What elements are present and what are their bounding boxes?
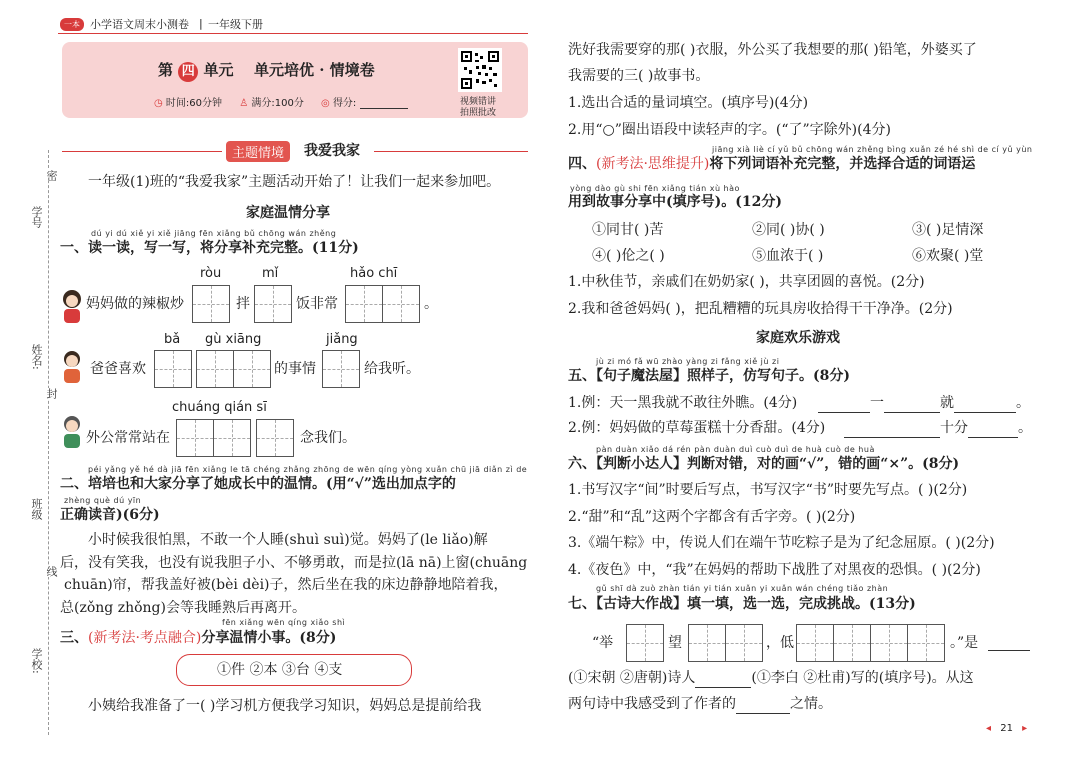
section-games-title: 家庭欢乐游戏	[756, 330, 840, 346]
q7-line-3	[568, 694, 832, 714]
q5-blank-1a[interactable]	[818, 399, 870, 413]
score-blank	[360, 99, 408, 109]
q1-line2-mid: 的事情	[274, 361, 316, 377]
q1-pinyin-chuangqiansi: chuáng qián sī	[172, 400, 267, 415]
unit-banner	[62, 42, 528, 118]
clock-icon: ◷	[154, 98, 163, 109]
q7-box-3[interactable]	[725, 624, 763, 662]
q5-example-2: 2.例：妈妈做的草莓蛋糕十分香甜。(4分)	[568, 420, 826, 436]
q4-pinyin: jiāng xià liè cí yǔ bǔ chōng wán zhěng bìng xuǎn zé hé shì de cí yǔ yùn	[712, 145, 1033, 154]
grade-label: 一年级下册	[208, 18, 263, 31]
q6-item-1: 1.书写汉字“间”时要后写点，书写汉字“书”时要先写点。( )(2分)	[568, 482, 968, 498]
qr-caption-2: 拍照批改	[460, 108, 497, 118]
q6-item-3: 3.《端午粽》中，传说人们在端午节吃粽子是为了纪念屈原。( )(2分)	[568, 535, 995, 551]
q1-box-mi[interactable]	[254, 285, 292, 323]
q1-box-hao[interactable]	[345, 285, 383, 323]
grandpa-avatar	[60, 414, 84, 450]
score-label: 得分:	[332, 98, 357, 109]
unit-heading	[158, 60, 234, 82]
q7-poet: (①李白 ②杜甫)写的(填序号)。从这	[751, 670, 974, 686]
section-share-title: 家庭温情分享	[246, 205, 330, 221]
unit-suffix: 单元	[203, 61, 234, 79]
q5-blank-1b[interactable]	[884, 399, 940, 413]
q3-heading	[60, 628, 336, 648]
q1-box-si[interactable]	[256, 419, 294, 457]
q1-box-chi[interactable]	[382, 285, 420, 323]
q7-line-2	[568, 668, 974, 688]
q2-title-2: 正确读音)(6分)	[60, 507, 160, 523]
q5-blank-2b[interactable]	[968, 424, 1018, 438]
q5-fill-1b: 就	[940, 395, 954, 411]
q7-blank-poem[interactable]	[988, 637, 1030, 651]
q4-sub-2: 2.我和爸爸妈妈( )，把乱糟糟的玩具房收拾得干干净净。(2分)	[568, 301, 953, 317]
sidebar-label-school: 学校:	[30, 648, 43, 674]
q7-quote-close: 。”是	[950, 635, 979, 651]
q1-pinyin-jiang: jiǎng	[326, 332, 358, 347]
q5-title: 五、【句子魔法屋】照样子，仿写句子。(8分)	[568, 368, 850, 384]
sidebar-label-class: 班级	[30, 498, 43, 520]
q4-word-2: ②同( )协( )	[752, 222, 825, 238]
q5-end-1: 。	[1016, 395, 1030, 411]
q6-title: 六、【判断小达人】判断对错，对的画“√”，错的画“×”。(8分)	[568, 456, 960, 472]
q5-fill-1a: 一	[870, 395, 884, 411]
q5-answer-2	[844, 418, 1032, 438]
unit-number: 四	[178, 62, 198, 82]
sidebar-label-seal: 封	[45, 388, 58, 399]
q1-pinyin-guxiang: gù xiāng	[205, 332, 262, 347]
prev-arrow-icon: ◂	[986, 723, 992, 734]
unit-title: 单元培优 · 情境卷	[254, 61, 375, 79]
q3-tag: (新考法·考点融合)	[88, 630, 202, 646]
page-number: 21	[1000, 723, 1013, 734]
q7-comma-di: ，低	[766, 635, 794, 651]
time-label: 时间:60分钟	[165, 98, 223, 109]
father-avatar	[60, 349, 84, 385]
q7-quote-open: “举	[592, 635, 614, 651]
qr-code[interactable]	[458, 48, 502, 92]
person-icon: ♙	[239, 98, 249, 109]
q1-pinyin: dú yi dú xiě yi xiě jiāng fēn xiǎng bǔ chōng wán zhěng	[91, 229, 337, 238]
q4-heading	[568, 154, 975, 174]
q7-box-1[interactable]	[626, 624, 664, 662]
q6-item-2: 2.“甜”和“乱”这两个字都含有舌字旁。( )(2分)	[568, 509, 856, 525]
girl-avatar	[60, 289, 84, 325]
q1-box-rou[interactable]	[192, 285, 230, 323]
q1-line1-post: 饭非常	[296, 296, 338, 312]
q7-blank-dynasty[interactable]	[695, 674, 751, 688]
q5-example-1: 1.例：天一黑我就不敢往外瞧。(4分)	[568, 395, 798, 411]
theme-rule-left	[62, 151, 222, 152]
sidebar-label-secret: 密	[45, 170, 58, 181]
q2-title: 二、培培也和大家分享了她成长中的温情。(用“√”选出加点字的	[60, 476, 456, 492]
q1-pinyin-rou: ròu	[200, 266, 222, 281]
q1-box-xiang[interactable]	[233, 350, 271, 388]
q6-pinyin: pàn duàn xiǎo dá rén pàn duàn duì cuò duì de huà cuò de huà	[596, 445, 875, 454]
q1-line2-post: 给我听。	[364, 361, 420, 377]
header-rule	[58, 33, 528, 34]
q2-passage-line-2: 后，没有笑我，也没有说我胆子小、不够勇敢，而是拉(lā nā)上窗(chuāng	[60, 555, 528, 571]
sidebar-label-id: 学号	[30, 206, 43, 228]
banner-meta	[154, 94, 408, 109]
q4-word-3: ③( )足情深	[912, 222, 984, 238]
page-number-area	[986, 723, 1027, 734]
theme-rule-right	[374, 151, 528, 152]
q3-passage-line-2: 洗好我需要穿的那( )衣服，外公买了我想要的那( )铅笔，外婆买了	[568, 42, 977, 58]
q5-pinyin: jù zi mó fǎ wū zhào yàng zi fǎng xiě jù zi	[596, 357, 780, 366]
score-icon: ◎	[321, 98, 330, 109]
q4-pinyin-2: yòng dào gù shi fēn xiǎng tián xù hào	[570, 184, 740, 193]
q2-pinyin-2: zhèng què dú yīn	[64, 496, 142, 505]
q3-passage-line-1: 小姨给我准备了一( )学习机方便我学习知识，妈妈总是提前给我	[88, 698, 482, 714]
q4-word-6: ⑥欢聚( )堂	[912, 248, 984, 264]
series-title: 小学语文周末小测卷	[90, 18, 189, 31]
sidebar-label-line: 线	[45, 566, 58, 577]
q7-box-6[interactable]	[870, 624, 908, 662]
intro-text: 一年级(1)班的“我爱我家”主题活动开始了！让我们一起来参加吧。	[88, 174, 501, 190]
sidebar-label-name: 姓名:	[30, 344, 43, 370]
q1-pinyin-haochi: hǎo chī	[350, 266, 398, 281]
theme-badge: 主题情境	[226, 141, 290, 162]
q7-feeling-end: 之情。	[790, 696, 832, 712]
q3-pinyin: fēn xiǎng wēn qíng xiǎo shì	[222, 618, 346, 627]
q3-options: ①件 ②本 ③台 ④支	[217, 662, 343, 678]
q1-pinyin-mi: mǐ	[262, 266, 279, 281]
q7-pinyin: gǔ shī dà zuò zhàn tián yi tián xuǎn yi xuǎn wán chéng tiǎo zhàn	[596, 584, 889, 593]
q7-feeling: 两句诗中我感受到了作者的	[568, 696, 736, 712]
q7-blank-feeling[interactable]	[736, 700, 790, 714]
q6-item-4: 4.《夜色》中，“我”在妈妈的帮助下战胜了对黑夜的恐惧。( )(2分)	[568, 562, 981, 578]
q1-line3-post: 念我们。	[300, 430, 356, 446]
q3-sub-1: 1.选出合适的量词填空。(填序号)(4分)	[568, 95, 809, 111]
q7-box-4[interactable]	[796, 624, 834, 662]
q4-prefix: 四、	[568, 156, 596, 172]
q1-pinyin-ba: bǎ	[164, 332, 181, 347]
q3-options-box	[176, 654, 412, 686]
q1-box-jiang[interactable]	[322, 350, 360, 388]
q3-passage-line-3: 我需要的三( )故事书。	[568, 68, 710, 84]
q5-fill-2: 十分	[940, 420, 968, 436]
q1-box-qian[interactable]	[213, 419, 251, 457]
q7-box-2[interactable]	[688, 624, 726, 662]
q2-passage-line-4: 总(zǒng zhǒng)会等我睡熟后再离开。	[60, 600, 306, 616]
q5-blank-1c[interactable]	[954, 399, 1016, 413]
logo-badge: 一本	[60, 18, 84, 31]
q4-word-1: ①同甘( )苦	[592, 222, 664, 238]
q4-title-2: 用到故事分享中(填序号)。(12分)	[568, 194, 782, 210]
q4-word-5: ⑤血浓于( )	[752, 248, 824, 264]
next-arrow-icon: ▸	[1022, 723, 1028, 734]
header-divider: |	[199, 17, 203, 30]
q1-line1-end: 。	[424, 296, 438, 312]
q5-answer-1	[818, 393, 1030, 413]
q7-dynasty: (①宋朝 ②唐朝)诗人	[568, 670, 696, 686]
q1-line1-mid: 拌	[236, 296, 250, 312]
q4-title: 将下列词语补充完整，并选择合适的词语运	[709, 156, 976, 172]
q7-box-5[interactable]	[833, 624, 871, 662]
q1-line2-pre: 爸爸喜欢	[90, 361, 146, 377]
q5-end-2: 。	[1018, 420, 1032, 436]
qr-pattern	[461, 51, 499, 89]
q3-sub-2: 2.用“○”圈出语段中读轻声的字。(“了”字除外)(4分)	[568, 122, 891, 138]
q4-sub-1: 1.中秋佳节，亲戚们在奶奶家( )，共享团圆的喜悦。(2分)	[568, 274, 925, 290]
unit-prefix: 第	[158, 61, 174, 79]
qr-caption-1: 视频错讲	[460, 97, 497, 107]
q3-prefix: 三、	[60, 630, 88, 646]
q7-title: 七、【古诗大作战】填一填，选一选，完成挑战。(13分)	[568, 596, 916, 612]
q2-pinyin: péi yǎng yě hé dà jiā fēn xiǎng le tā chéng zhǎng zhōng de wēn qíng yòng xuǎn chū jiā diǎn zì de	[88, 465, 528, 474]
q1-line1-pre: 妈妈做的辣椒炒	[86, 296, 184, 312]
q5-blank-2a[interactable]	[844, 424, 940, 438]
theme-title: 我爱我家	[304, 143, 360, 159]
q1-line3-pre: 外公常常站在	[86, 430, 170, 446]
q1-box-gu[interactable]	[196, 350, 234, 388]
q4-word-4: ④( )伦之( )	[592, 248, 665, 264]
binding-line	[48, 150, 49, 735]
q2-passage-line-1: 小时候我很怕黑，不敢一个人睡(shuì suì)觉。妈妈了(le liǎo)解	[88, 532, 488, 548]
q2-passage-line-3: chuān)帘，帮我盖好被(bèi dèi)子，然后坐在我的床边静静地陪着我，	[64, 577, 508, 593]
q3-title: 分享温情小事。(8分)	[201, 630, 337, 646]
q4-tag: (新考法·思维提升)	[596, 156, 710, 172]
q7-box-7[interactable]	[907, 624, 945, 662]
q1-title: 一、读一读，写一写，将分享补充完整。(11分)	[60, 240, 359, 256]
full-score-label: 满分:100分	[251, 98, 304, 109]
q7-wang: 望	[668, 635, 682, 651]
q1-box-ba[interactable]	[154, 350, 192, 388]
q1-box-chuang[interactable]	[176, 419, 214, 457]
